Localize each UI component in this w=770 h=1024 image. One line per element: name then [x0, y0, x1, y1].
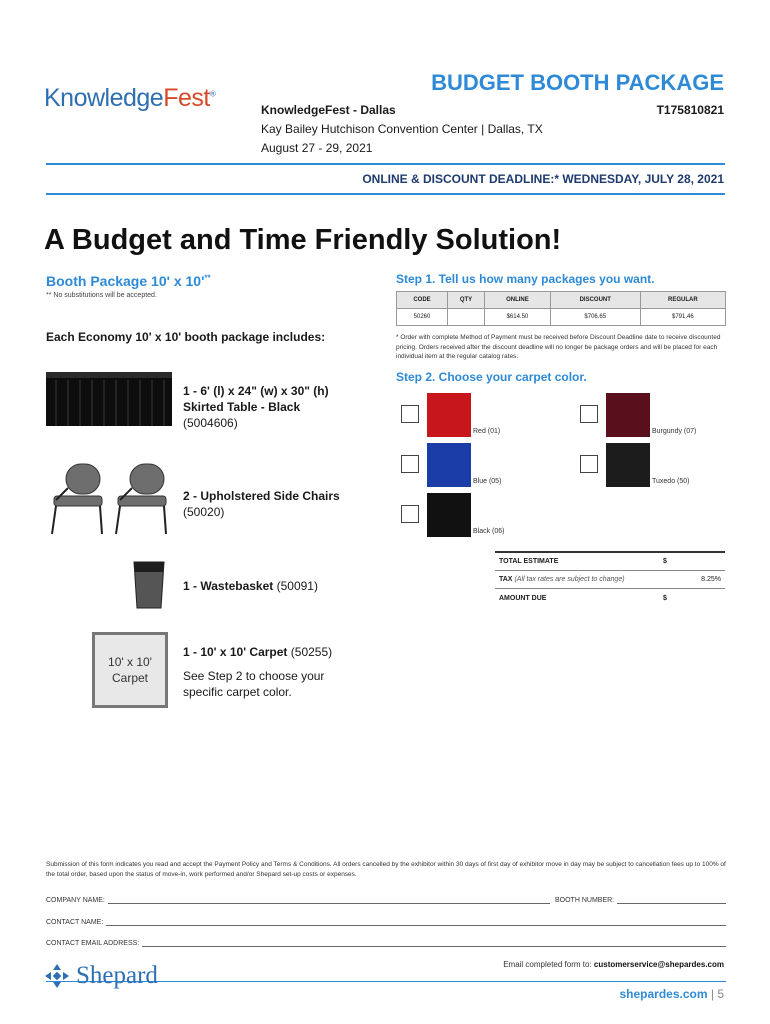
amount-due-row: [495, 589, 725, 607]
contact-email-field[interactable]: [46, 940, 726, 947]
swatch-black: [427, 493, 471, 537]
logo-registered-mark: ®: [209, 89, 216, 99]
event-dates: August 27 - 29, 2021: [261, 141, 373, 155]
col-discount: DISCOUNT: [550, 292, 640, 309]
site-footer: [619, 987, 724, 1001]
col-code: CODE: [397, 292, 448, 309]
total-estimate-label: TOTAL ESTIMATE: [499, 558, 559, 565]
item-chairs: [183, 488, 340, 520]
tax-note: (All tax rates are subject to change): [514, 576, 625, 583]
carpet-box-line2: Carpet: [111, 671, 149, 685]
label-red: Red (01): [473, 428, 501, 435]
email-instruction: [503, 960, 724, 969]
booth-number-label: BOOTH NUMBER:: [555, 897, 615, 904]
item-wastebasket-label: 1 - Wastebasket: [183, 579, 274, 593]
email-link[interactable]: customerservice@shepardes.com: [593, 960, 724, 969]
booth-heading-text: Booth Package 10' x 10': [46, 273, 205, 289]
qty-input[interactable]: [447, 309, 484, 326]
checkbox-tuxedo[interactable]: [580, 455, 598, 473]
total-estimate-field[interactable]: $: [663, 558, 667, 565]
event-name: KnowledgeFest - Dallas: [261, 103, 396, 117]
shepard-logo: [44, 962, 158, 990]
booth-heading-mark: **: [204, 273, 211, 283]
col-online: ONLINE: [485, 292, 551, 309]
swatch-burgundy: [606, 393, 650, 437]
logo-text-fest: Fest: [163, 84, 210, 112]
email-prefix: Email completed form to:: [503, 960, 592, 969]
deadline-banner: ONLINE & DISCOUNT DEADLINE:* WEDNESDAY, JULY 28, 2021: [362, 172, 724, 186]
contact-email-line: [142, 940, 726, 947]
booth-number-line: [617, 897, 726, 904]
table-row: [397, 309, 726, 326]
amount-due-label: AMOUNT DUE: [499, 594, 547, 602]
total-estimate-row: [495, 553, 725, 571]
label-tuxedo: Tuxedo (50): [652, 478, 690, 485]
item-table: [183, 383, 329, 431]
item-chairs-code: (50020): [183, 505, 225, 519]
side-chairs-image: [46, 460, 170, 536]
company-name-line: [108, 897, 550, 904]
label-burgundy: Burgundy (07): [652, 428, 697, 435]
col-qty: QTY: [447, 292, 484, 309]
shepard-mark-icon: [44, 963, 70, 989]
logo-text-knowledge: Knowledge: [44, 84, 164, 112]
package-title: BUDGET BOOTH PACKAGE: [431, 70, 724, 95]
pricing-header-row: [397, 292, 726, 309]
contact-name-field[interactable]: [46, 919, 726, 926]
tax-row: [495, 571, 725, 589]
label-blue: Blue (05): [473, 478, 502, 485]
divider-top: [46, 163, 725, 165]
cell-code: 50260: [397, 309, 448, 326]
company-name-label: COMPANY NAME:: [46, 897, 105, 904]
pricing-table: [396, 291, 726, 326]
contact-email-label: CONTACT EMAIL ADDRESS:: [46, 940, 140, 947]
step1-heading: Step 1. Tell us how many packages you want.: [396, 272, 655, 286]
no-substitutions-note: ** No substitutions will be accepted.: [46, 292, 157, 299]
item-table-line1: 1 - 6' (l) x 24" (w) x 30" (h): [183, 384, 329, 398]
tax-label: TAX: [499, 576, 513, 583]
contact-name-label: CONTACT NAME:: [46, 919, 104, 926]
cell-online: $614.50: [485, 309, 551, 326]
step2-heading: Step 2. Choose your carpet color.: [396, 370, 587, 384]
item-carpet-desc1: See Step 2 to choose your: [183, 669, 325, 683]
item-carpet-code: (50255): [290, 645, 333, 659]
checkbox-burgundy[interactable]: [580, 405, 598, 423]
booth-package-heading: [46, 273, 211, 289]
cell-discount: $706.65: [550, 309, 640, 326]
event-code: T175810821: [656, 103, 724, 117]
terms-text: Submission of this form indicates you read and accept the Payment Policy and Terms & Conditions. All orders cancelled by the exhibitor within 30 days of first day of exhibitor move in day may be subject to cancellation fees up to 100% of the total order, based upon the status of move-in, work performed and/or Shepard set-up costs or expenses.: [46, 861, 726, 878]
item-carpet: [183, 644, 332, 700]
knowledgefest-logo: [44, 84, 215, 113]
order-note: * Order with complete Method of Payment must be received before Discount Deadline date to receive discounted pricing. Orders received after the discount deadline will no longer be package orders and will be placed for each individual item at the regular catalog rates.: [396, 334, 721, 360]
main-heading: A Budget and Time Friendly Solution!: [44, 224, 562, 256]
shepard-logo-text: Shepard: [76, 962, 158, 989]
site-link[interactable]: shepardes.com: [619, 987, 708, 1001]
checkbox-blue[interactable]: [401, 455, 419, 473]
skirted-table-image: [44, 370, 174, 428]
page-number: | 5: [710, 987, 724, 1001]
booth-number-field[interactable]: [555, 897, 726, 904]
item-carpet-desc2: specific carpet color.: [183, 685, 292, 699]
divider-bottom: [46, 193, 725, 195]
tax-rate: 8.25%: [701, 576, 721, 583]
swatch-blue: [427, 443, 471, 487]
label-black: Black (06): [473, 528, 505, 535]
carpet-box-line1: 10' x 10': [108, 655, 152, 669]
item-wastebasket: [183, 578, 318, 594]
checkbox-black[interactable]: [401, 505, 419, 523]
swatch-red: [427, 393, 471, 437]
item-table-code: (5004606): [183, 416, 238, 430]
carpet-placeholder-box: [92, 632, 168, 708]
checkbox-red[interactable]: [401, 405, 419, 423]
item-chairs-line1: 2 - Upholstered Side Chairs: [183, 489, 340, 503]
item-wastebasket-code: (50091): [276, 579, 318, 593]
item-carpet-label: 1 - 10' x 10' Carpet: [183, 645, 288, 659]
cell-regular: $791.46: [640, 309, 725, 326]
amount-due-field[interactable]: $: [663, 594, 667, 602]
wastebasket-image: [130, 558, 168, 610]
company-name-field[interactable]: [46, 897, 550, 904]
swatch-tuxedo: [606, 443, 650, 487]
col-regular: REGULAR: [640, 292, 725, 309]
event-venue: Kay Bailey Hutchison Convention Center | Dallas, TX: [261, 122, 543, 136]
includes-heading: Each Economy 10' x 10' booth package includes:: [46, 330, 326, 344]
contact-name-line: [106, 919, 726, 926]
item-table-line2: Skirted Table - Black: [183, 400, 301, 414]
